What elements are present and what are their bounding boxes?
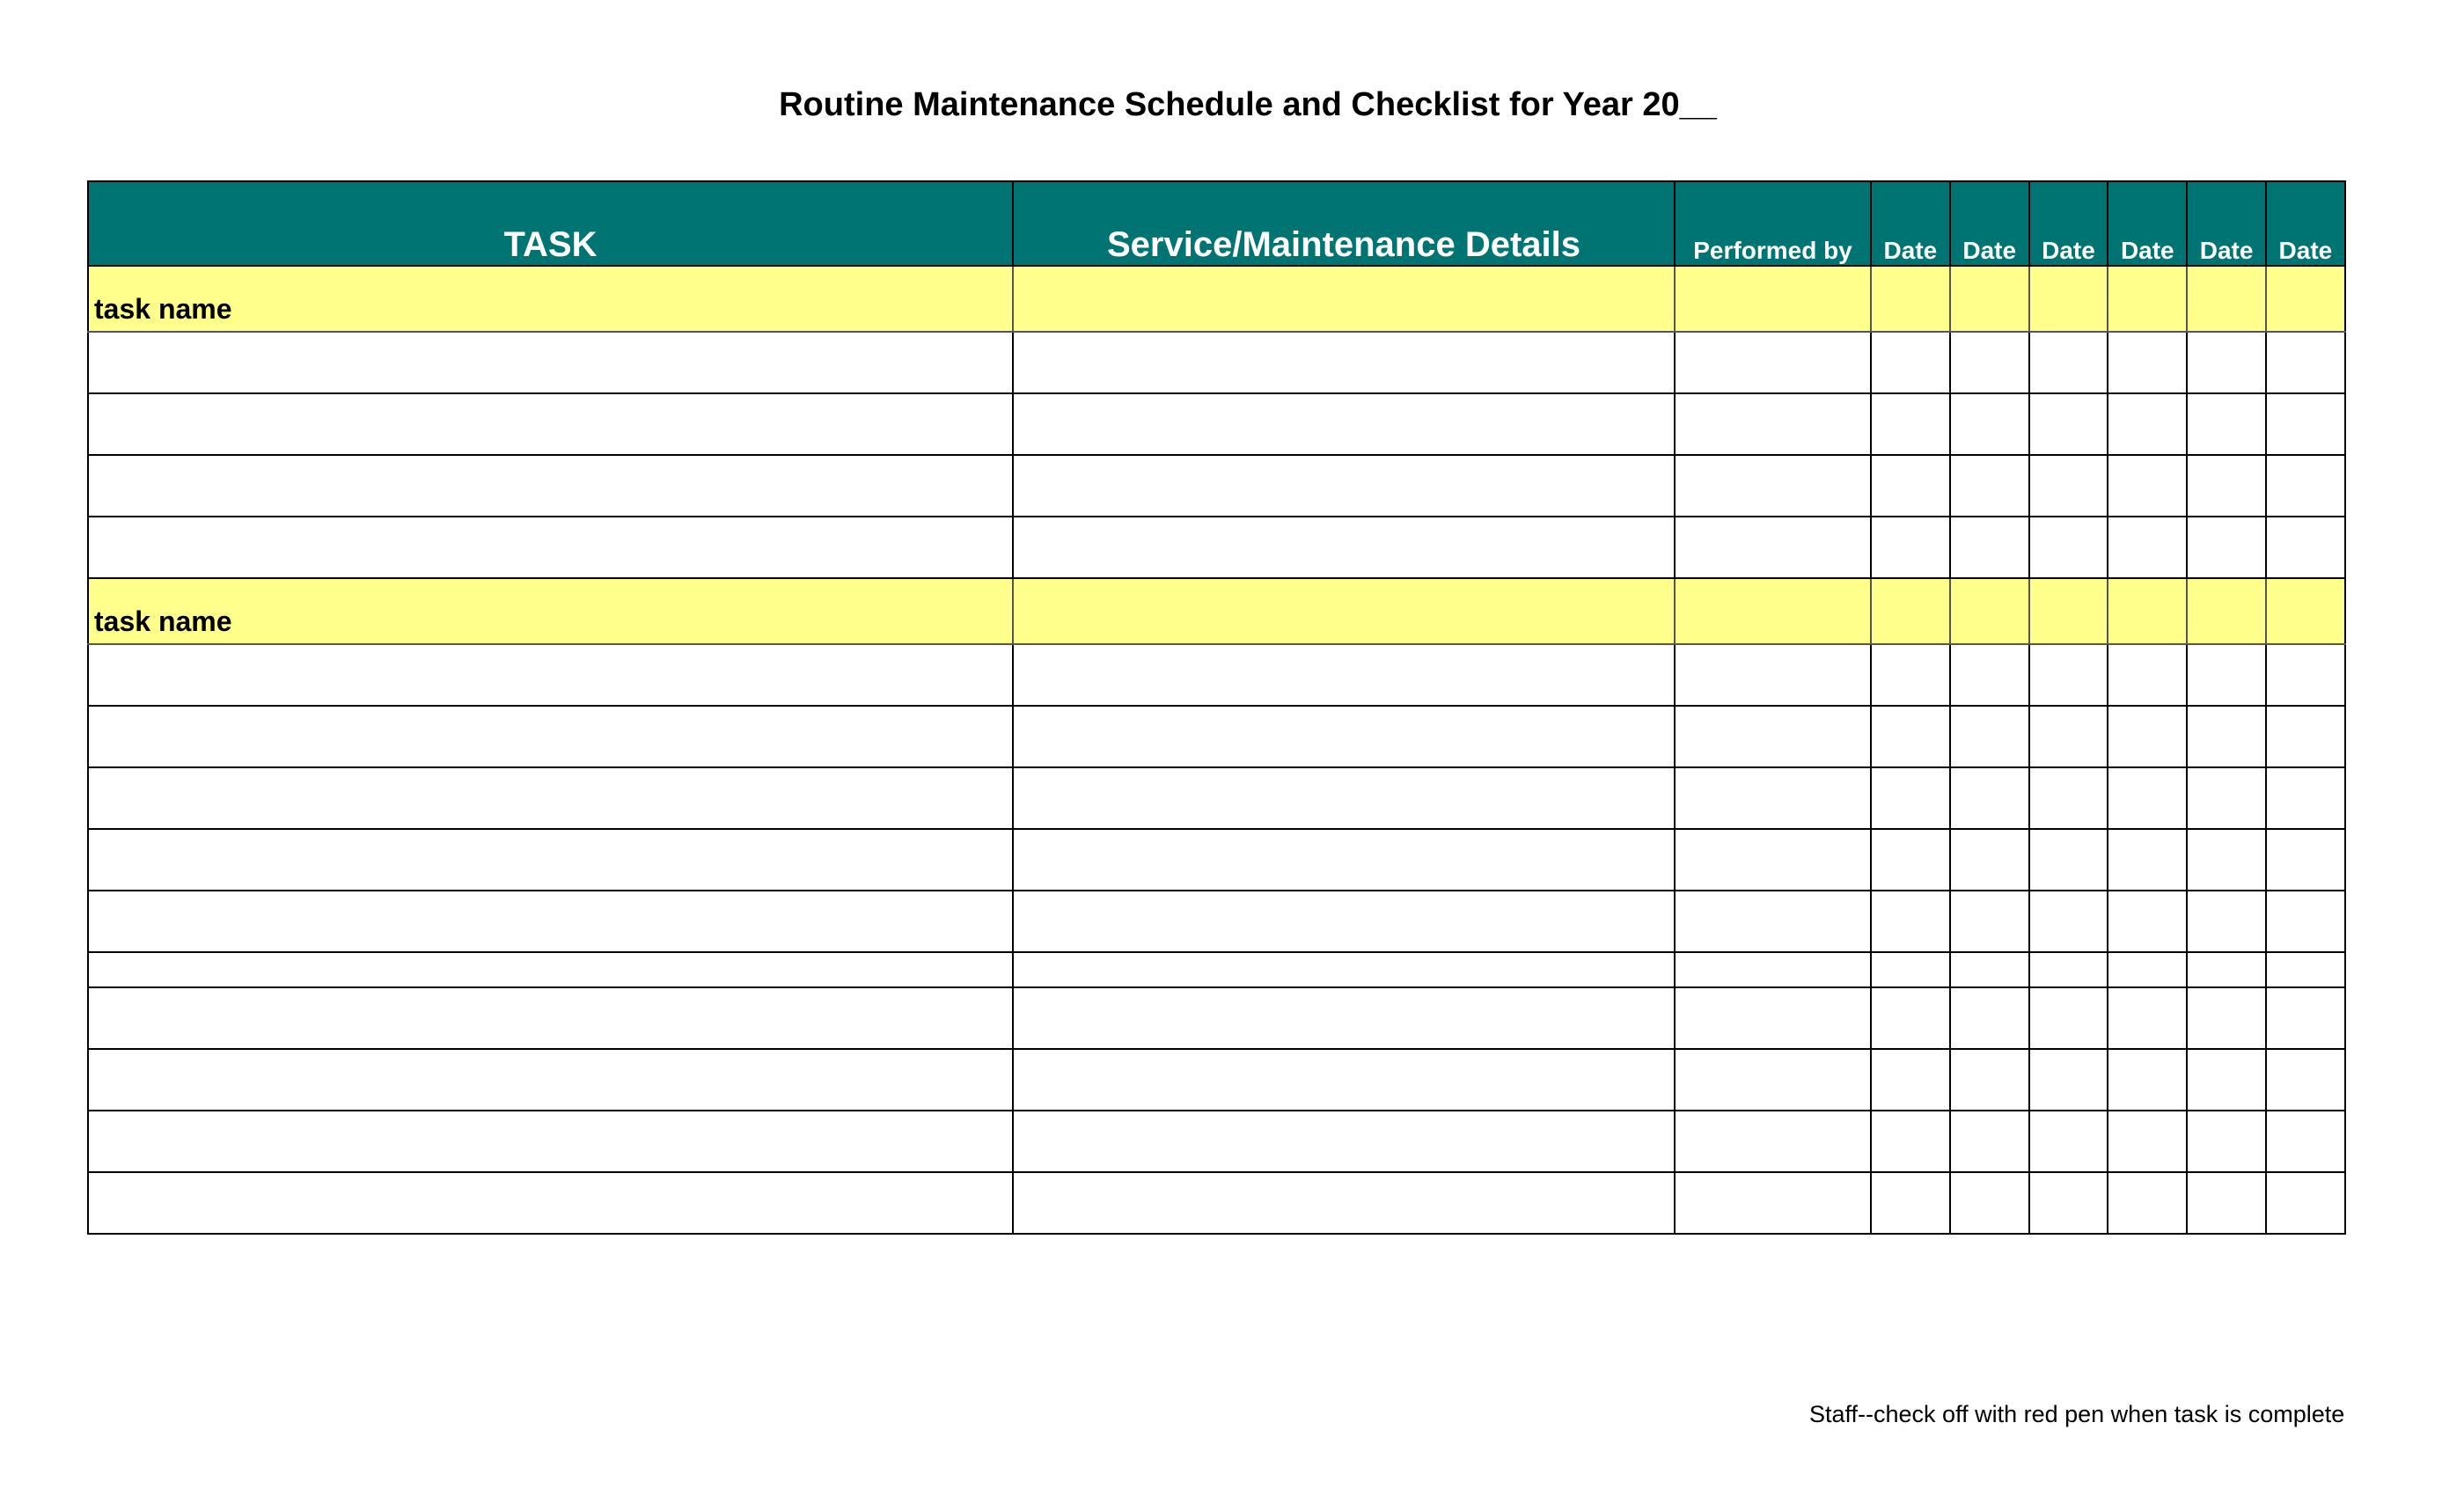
date-cell[interactable] — [2029, 987, 2108, 1049]
details-cell[interactable] — [1013, 332, 1675, 393]
date-cell[interactable] — [2108, 987, 2187, 1049]
task-name-cell[interactable]: task name — [88, 266, 1013, 332]
date-cell[interactable] — [2029, 1172, 2108, 1234]
table-row — [88, 767, 2345, 829]
task-cell[interactable] — [88, 829, 1013, 891]
table-row — [88, 891, 2345, 952]
date-cell[interactable] — [1871, 332, 1950, 393]
date-cell[interactable] — [2266, 455, 2345, 517]
date-cell[interactable] — [2108, 644, 2187, 706]
details-cell[interactable] — [1013, 455, 1675, 517]
date-cell[interactable] — [2029, 266, 2108, 332]
header-performed-by: Performed by — [1675, 181, 1871, 266]
date-cell[interactable] — [2108, 455, 2187, 517]
task-name-cell[interactable]: task name — [88, 578, 1013, 644]
date-cell[interactable] — [2187, 829, 2266, 891]
date-cell[interactable] — [2108, 578, 2187, 644]
date-cell[interactable] — [2266, 266, 2345, 332]
task-cell[interactable] — [88, 1111, 1013, 1172]
details-cell[interactable] — [1013, 644, 1675, 706]
details-cell[interactable] — [1013, 393, 1675, 455]
date-cell[interactable] — [2266, 1111, 2345, 1172]
date-cell[interactable] — [2108, 393, 2187, 455]
task-cell[interactable] — [88, 455, 1013, 517]
performed-by-cell[interactable] — [1675, 891, 1871, 952]
date-cell[interactable] — [2029, 1111, 2108, 1172]
task-cell[interactable] — [88, 644, 1013, 706]
date-cell[interactable] — [2187, 455, 2266, 517]
footer-note: Staff--check off with red pen when task is complete — [1809, 1401, 2345, 1427]
date-cell[interactable] — [1950, 393, 2029, 455]
table-row — [88, 1111, 2345, 1172]
date-cell[interactable] — [2266, 1172, 2345, 1234]
table-row — [88, 987, 2345, 1049]
details-cell[interactable] — [1013, 829, 1675, 891]
date-cell[interactable] — [1871, 891, 1950, 952]
performed-by-cell[interactable] — [1675, 829, 1871, 891]
date-cell[interactable] — [2187, 1172, 2266, 1234]
task-cell[interactable] — [88, 393, 1013, 455]
header-date: Date — [2187, 181, 2266, 266]
table-row — [88, 393, 2345, 455]
performed-by-cell[interactable] — [1675, 952, 1871, 987]
header-date: Date — [1871, 181, 1950, 266]
table-row — [88, 517, 2345, 578]
date-cell[interactable] — [2108, 1111, 2187, 1172]
performed-by-cell[interactable] — [1675, 332, 1871, 393]
date-cell[interactable] — [2187, 393, 2266, 455]
details-cell[interactable] — [1013, 1049, 1675, 1111]
performed-by-cell[interactable] — [1675, 987, 1871, 1049]
details-cell[interactable] — [1013, 1111, 1675, 1172]
date-cell[interactable] — [1950, 1049, 2029, 1111]
date-cell[interactable] — [2187, 891, 2266, 952]
details-cell[interactable] — [1013, 767, 1675, 829]
document-title: Routine Maintenance Schedule and Checklist for Year 20__ — [779, 86, 1717, 123]
date-cell[interactable] — [2108, 1172, 2187, 1234]
date-cell[interactable] — [2266, 706, 2345, 767]
header-date: Date — [2029, 181, 2108, 266]
date-cell[interactable] — [1871, 767, 1950, 829]
performed-by-cell[interactable] — [1675, 266, 1871, 332]
date-cell[interactable] — [1871, 987, 1950, 1049]
date-cell[interactable] — [1950, 1172, 2029, 1234]
date-cell[interactable] — [2266, 644, 2345, 706]
date-cell[interactable] — [1950, 952, 2029, 987]
date-cell[interactable] — [2029, 393, 2108, 455]
date-cell[interactable] — [2108, 829, 2187, 891]
date-cell[interactable] — [2029, 578, 2108, 644]
date-cell[interactable] — [1871, 952, 1950, 987]
date-cell[interactable] — [2029, 455, 2108, 517]
task-cell[interactable] — [88, 517, 1013, 578]
date-cell[interactable] — [2187, 987, 2266, 1049]
header-row — [88, 181, 2345, 266]
performed-by-cell[interactable] — [1675, 706, 1871, 767]
date-cell[interactable] — [1871, 1172, 1950, 1234]
performed-by-cell[interactable] — [1675, 517, 1871, 578]
date-cell[interactable] — [2187, 517, 2266, 578]
date-cell[interactable] — [2029, 706, 2108, 767]
date-cell[interactable] — [2108, 517, 2187, 578]
date-cell[interactable] — [1871, 578, 1950, 644]
date-cell[interactable] — [2108, 706, 2187, 767]
date-cell[interactable] — [2029, 829, 2108, 891]
date-cell[interactable] — [1871, 393, 1950, 455]
date-cell[interactable] — [1950, 332, 2029, 393]
date-cell[interactable] — [2266, 829, 2345, 891]
header-task: TASK — [88, 181, 1013, 266]
task-cell[interactable] — [88, 987, 1013, 1049]
date-cell[interactable] — [1871, 266, 1950, 332]
date-cell[interactable] — [1950, 987, 2029, 1049]
date-cell[interactable] — [2187, 706, 2266, 767]
date-cell[interactable] — [2187, 578, 2266, 644]
date-cell[interactable] — [2187, 1049, 2266, 1111]
header-date: Date — [1950, 181, 2029, 266]
date-cell[interactable] — [2187, 952, 2266, 987]
performed-by-cell[interactable] — [1675, 1172, 1871, 1234]
table-row — [88, 952, 2345, 987]
date-cell[interactable] — [1871, 1049, 1950, 1111]
date-cell[interactable] — [1950, 1111, 2029, 1172]
date-cell[interactable] — [1950, 644, 2029, 706]
details-cell[interactable] — [1013, 891, 1675, 952]
date-cell[interactable] — [2108, 332, 2187, 393]
date-cell[interactable] — [2108, 891, 2187, 952]
date-cell[interactable] — [1871, 517, 1950, 578]
header-date: Date — [2266, 181, 2345, 266]
date-cell[interactable] — [1871, 1111, 1950, 1172]
date-cell[interactable] — [2108, 266, 2187, 332]
date-cell[interactable] — [2266, 578, 2345, 644]
date-cell[interactable] — [2108, 952, 2187, 987]
date-cell[interactable] — [2187, 332, 2266, 393]
date-cell[interactable] — [2266, 1049, 2345, 1111]
task-cell[interactable] — [88, 1049, 1013, 1111]
date-cell[interactable] — [2266, 517, 2345, 578]
date-cell[interactable] — [1871, 706, 1950, 767]
performed-by-cell[interactable] — [1675, 767, 1871, 829]
task-cell[interactable] — [88, 332, 1013, 393]
details-cell[interactable] — [1013, 706, 1675, 767]
performed-by-cell[interactable] — [1675, 1111, 1871, 1172]
task-cell[interactable] — [88, 767, 1013, 829]
date-cell[interactable] — [2266, 891, 2345, 952]
date-cell[interactable] — [2029, 891, 2108, 952]
date-cell[interactable] — [2029, 332, 2108, 393]
date-cell[interactable] — [2187, 644, 2266, 706]
table-row — [88, 644, 2345, 706]
date-cell[interactable] — [2266, 332, 2345, 393]
task-section-row — [88, 266, 2345, 332]
header-date: Date — [2108, 181, 2187, 266]
table-row — [88, 455, 2345, 517]
table-row — [88, 1049, 2345, 1111]
details-cell[interactable] — [1013, 578, 1675, 644]
task-section-row — [88, 578, 2345, 644]
date-cell[interactable] — [1950, 706, 2029, 767]
date-cell[interactable] — [1950, 266, 2029, 332]
task-cell[interactable] — [88, 952, 1013, 987]
date-cell[interactable] — [1871, 644, 1950, 706]
date-cell[interactable] — [2187, 1111, 2266, 1172]
date-cell[interactable] — [2029, 517, 2108, 578]
performed-by-cell[interactable] — [1675, 1049, 1871, 1111]
date-cell[interactable] — [2029, 1049, 2108, 1111]
table-row — [88, 706, 2345, 767]
details-cell[interactable] — [1013, 266, 1675, 332]
header-details: Service/Maintenance Details — [1013, 181, 1675, 266]
table-row — [88, 1172, 2345, 1234]
date-cell[interactable] — [2187, 767, 2266, 829]
date-cell[interactable] — [2108, 767, 2187, 829]
date-cell[interactable] — [1871, 829, 1950, 891]
date-cell[interactable] — [2266, 767, 2345, 829]
details-cell[interactable] — [1013, 517, 1675, 578]
table-row — [88, 829, 2345, 891]
date-cell[interactable] — [2266, 952, 2345, 987]
date-cell[interactable] — [1950, 578, 2029, 644]
date-cell[interactable] — [1950, 455, 2029, 517]
date-cell[interactable] — [1871, 455, 1950, 517]
date-cell[interactable] — [1950, 767, 2029, 829]
performed-by-cell[interactable] — [1675, 455, 1871, 517]
date-cell[interactable] — [1950, 891, 2029, 952]
date-cell[interactable] — [2108, 1049, 2187, 1111]
table-row — [88, 332, 2345, 393]
date-cell[interactable] — [2266, 987, 2345, 1049]
task-cell[interactable] — [88, 1172, 1013, 1234]
date-cell[interactable] — [2187, 266, 2266, 332]
details-cell[interactable] — [1013, 987, 1675, 1049]
date-cell[interactable] — [2029, 767, 2108, 829]
details-cell[interactable] — [1013, 952, 1675, 987]
date-cell[interactable] — [1950, 829, 2029, 891]
date-cell[interactable] — [1950, 517, 2029, 578]
details-cell[interactable] — [1013, 1172, 1675, 1234]
date-cell[interactable] — [2266, 393, 2345, 455]
task-cell[interactable] — [88, 706, 1013, 767]
maintenance-table — [87, 180, 2346, 1235]
task-cell[interactable] — [88, 891, 1013, 952]
performed-by-cell[interactable] — [1675, 393, 1871, 455]
performed-by-cell[interactable] — [1675, 644, 1871, 706]
date-cell[interactable] — [2029, 644, 2108, 706]
performed-by-cell[interactable] — [1675, 578, 1871, 644]
date-cell[interactable] — [2029, 952, 2108, 987]
